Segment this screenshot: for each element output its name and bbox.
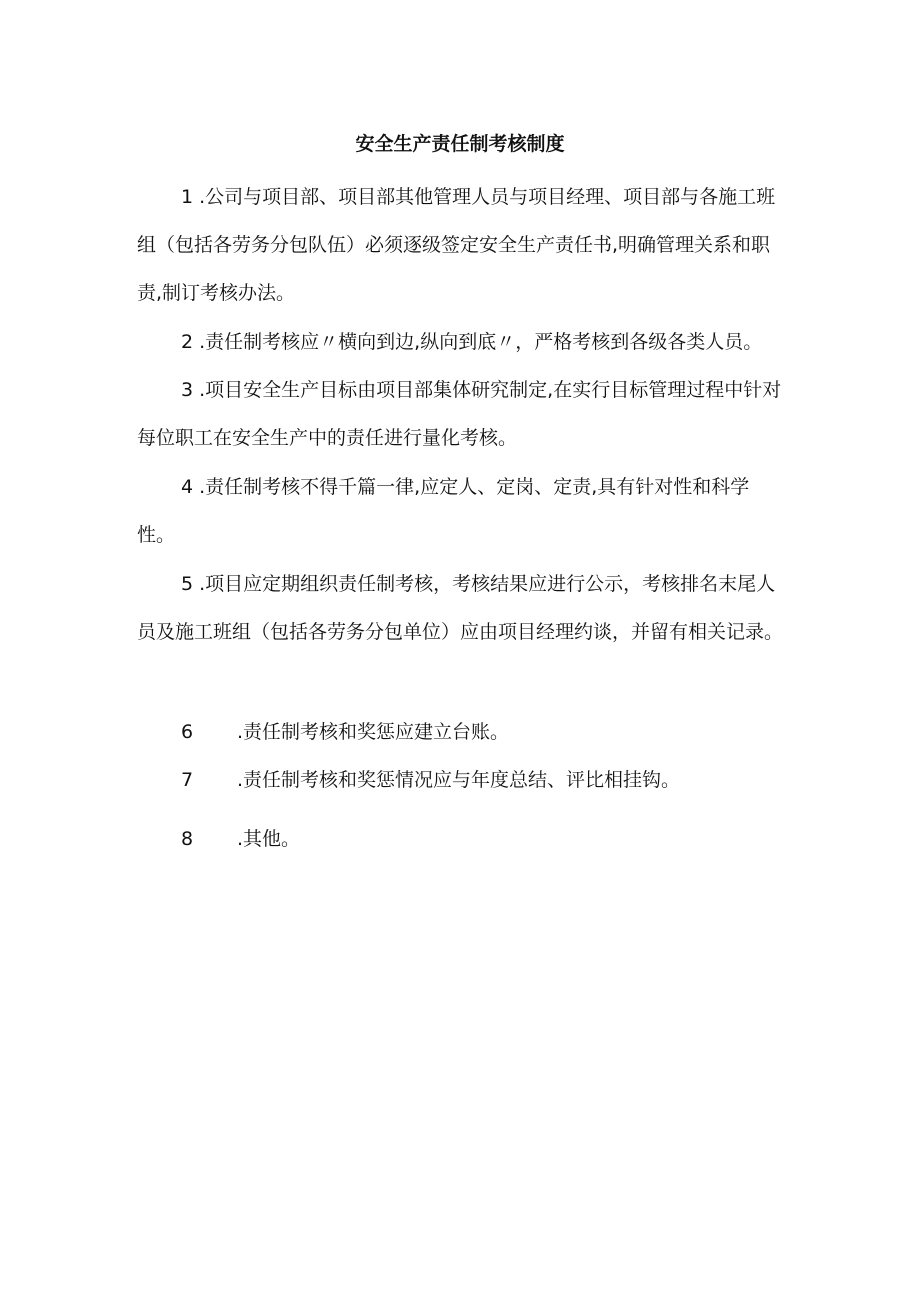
list-item-number: 7 — [181, 769, 194, 791]
list-item-number: 6 — [181, 721, 194, 743]
list-item-text: .其他。 — [237, 828, 301, 850]
list-item-7 — [181, 766, 680, 794]
list-item-6 — [181, 718, 509, 746]
paragraph-4: 4 .责任制考核不得千篇一律,应定人、定岗、定责,具有针对性和科学性。 — [137, 476, 750, 546]
list-item-text: .责任制考核和奖惩应建立台账。 — [237, 721, 510, 743]
list-item-text: .责任制考核和奖惩情况应与年度总结、评比相挂钩。 — [237, 769, 681, 791]
paragraph-1: 1 .公司与项目部、项目部其他管理人员与项目经理、项目部与各施工班组（包括各劳务分包队伍）必须逐级签定安全生产责任书,明确管理关系和职责,制订考核办法。 — [137, 186, 776, 304]
list-item-8 — [181, 825, 300, 853]
paragraph-2: 2 .责任制考核应〃横向到边,纵向到底〃，严格考核到各级各类人员。 — [181, 331, 763, 353]
paragraph-3: 3 .项目安全生产目标由项目部集体研究制定,在实行目标管理过程中针对每位职工在安全生产中的责任进行量化考核。 — [137, 379, 782, 449]
paragraph-5: 5 .项目应定期组织责任制考核，考核结果应进行公示，考核排名末尾人员及施工班组（包括各劳务分包单位）应由项目经理约谈，并留有相关记录。 — [137, 573, 784, 643]
document-title: 安全生产责任制考核制度 — [355, 133, 565, 155]
list-item-number: 8 — [181, 828, 194, 850]
